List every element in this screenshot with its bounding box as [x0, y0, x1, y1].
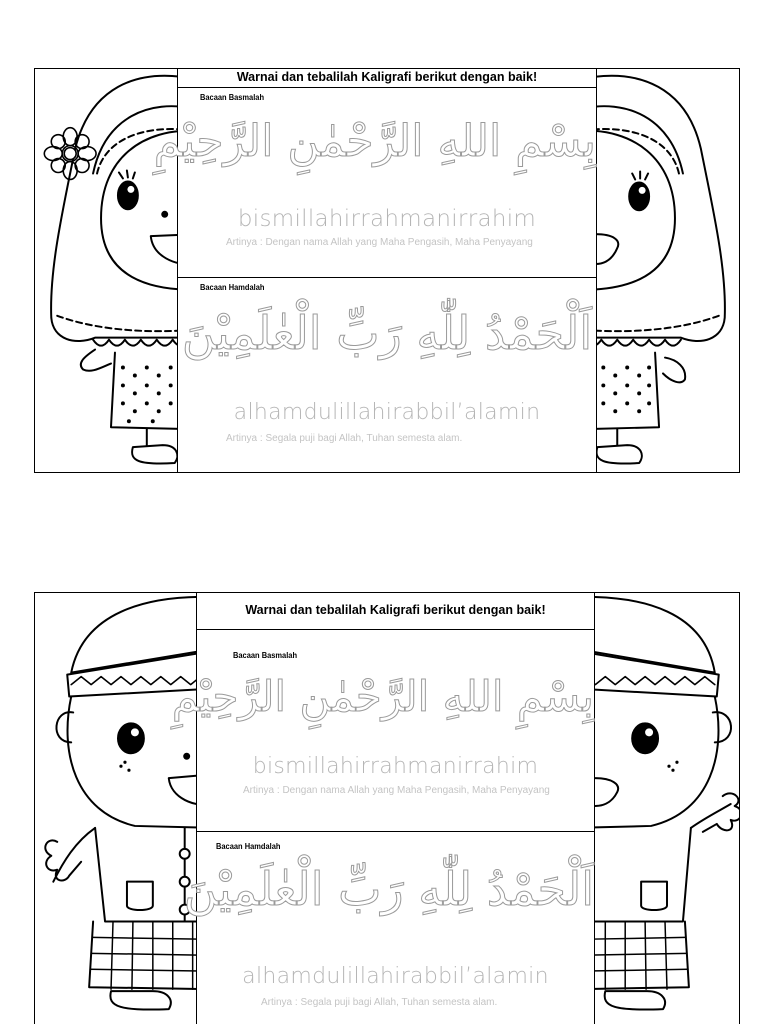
- meaning-text: Artinya : Segala puji bagi Allah, Tuhan semesta alam.: [261, 997, 498, 1008]
- meaning-text: Artinya : Segala puji bagi Allah, Tuhan semesta alam.: [226, 433, 463, 444]
- worksheet-card-1: [34, 68, 740, 473]
- worksheet-title: Warnai dan tebalilah Kaligrafi berikut dengan baik!: [197, 592, 594, 630]
- arabic-calligraphy-basmalah: بِسْمِ اللهِ الرَّحْمٰنِ الرَّحِيْمِ: [153, 116, 596, 167]
- boy-illustration-right: [595, 593, 740, 1024]
- section-label: Bacaan Basmalah: [200, 92, 265, 102]
- latin-transliteration: bismillahirrahmanirrahim: [237, 206, 537, 232]
- latin-transliteration: alhamdulillahirabbil’alamin: [242, 964, 549, 989]
- section-label: Bacaan Hamdalah: [200, 282, 265, 292]
- worksheet-title: Warnai dan tebalilah Kaligrafi berikut dengan baik!: [178, 68, 596, 88]
- basmalah-section: [153, 88, 596, 278]
- boy-illustration-left: [35, 593, 199, 1024]
- latin-transliteration: bismillahirrahmanirrahim: [252, 754, 539, 779]
- hamdalah-section: [178, 278, 596, 473]
- latin-transliteration: alhamdulillahirabbil’alamin: [233, 400, 541, 425]
- worksheet-panel-1: [153, 68, 597, 473]
- basmalah-section: [171, 630, 594, 832]
- section-label: Bacaan Basmalah: [233, 650, 298, 660]
- worksheet-panel-2: [171, 592, 595, 1024]
- arabic-calligraphy-hamdalah: اَلْحَمْدُ لِلّٰهِ رَبِّ الْعٰلَمِيْنَ: [183, 862, 594, 916]
- section-label: Bacaan Hamdalah: [216, 841, 281, 851]
- girl-illustration-right: [595, 69, 740, 472]
- meaning-text: Artinya : Dengan nama Allah yang Maha Pengasih, Maha Penyayang: [243, 785, 550, 796]
- arabic-calligraphy-hamdalah: اَلْحَمْدُ لِلّٰهِ رَبِّ الْعٰلَمِيْنَ: [181, 306, 593, 360]
- worksheet-card-2: [34, 592, 740, 1024]
- arabic-calligraphy-basmalah: بِسْمِ اللهِ الرَّحْمٰنِ الرَّحِيْمِ: [171, 672, 594, 721]
- meaning-text: Artinya : Dengan nama Allah yang Maha Pengasih, Maha Penyayang: [226, 237, 533, 248]
- hamdalah-section: [183, 832, 594, 1024]
